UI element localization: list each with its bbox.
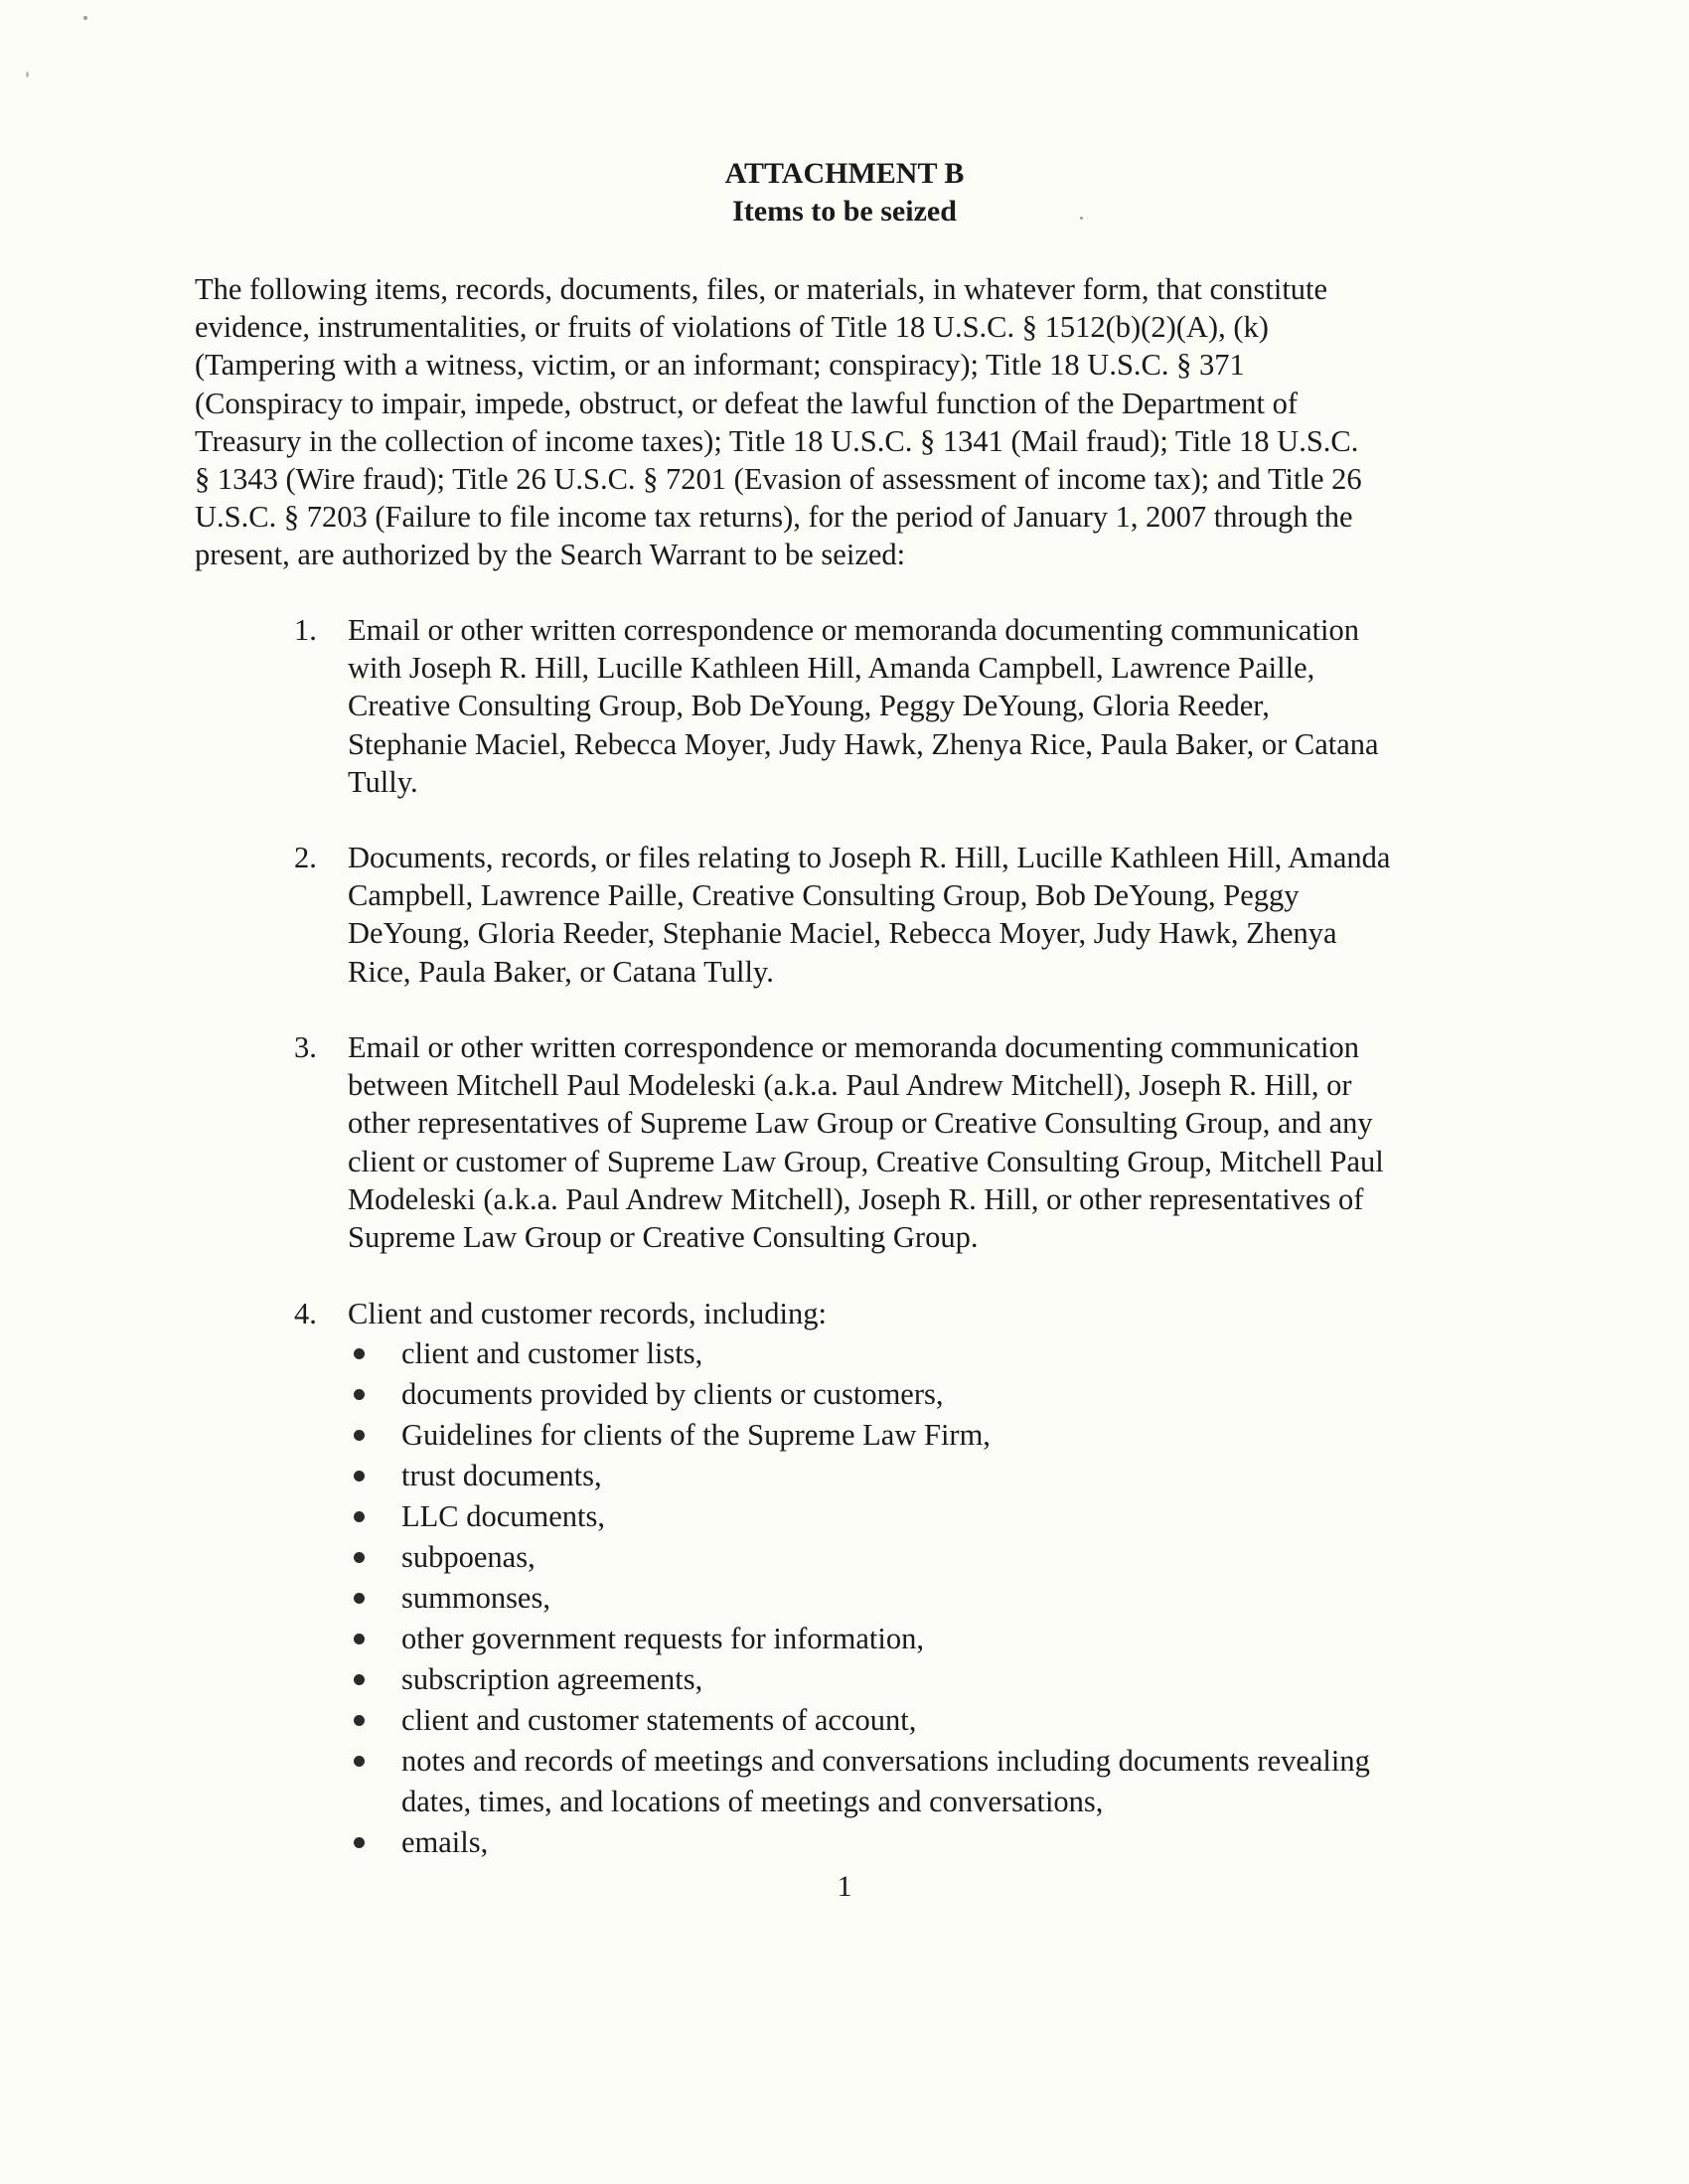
bullet-icon (354, 1511, 365, 1522)
intro-line: The following items, records, documents, files, or materials, in whatever form, that constitute (195, 272, 1328, 306)
scan-artifact (26, 72, 29, 78)
bullet-text: client and customer lists, (401, 1336, 703, 1370)
bullet-icon (354, 1552, 365, 1563)
intro-line: (Conspiracy to impair, impede, obstruct, or defeat the lawful function of the Department of (195, 386, 1298, 420)
bullet-icon (354, 1471, 365, 1482)
bullet-item (348, 1578, 1370, 1619)
item-line: Rice, Paula Baker, or Catana Tully. (348, 954, 774, 989)
item-text (348, 611, 1540, 801)
scan-artifact (83, 16, 87, 20)
item-line: with Joseph R. Hill, Lucille Kathleen Hill, Amanda Campbell, Lawrence Paille, (348, 651, 1315, 686)
item-number: 3. (294, 1030, 317, 1064)
bullet-item (348, 1741, 1370, 1822)
intro-line: (Tampering with a witness, victim, or an informant; conspiracy); Title 18 U.S.C. § 371 (195, 348, 1245, 383)
item-line: Email or other written correspondence or memoranda documenting communication (348, 613, 1360, 647)
bullet-text: emails, (401, 1825, 489, 1859)
intro-line: Treasury in the collection of income taxes); Title 18 U.S.C. § 1341 (Mail fraud); Title 18 U.S.C. (195, 423, 1359, 458)
bullet-item (348, 1456, 1370, 1496)
intro-paragraph (195, 270, 1486, 574)
bullet-icon (354, 1593, 365, 1604)
bullet-icon (354, 1837, 365, 1848)
bullet-icon (354, 1674, 365, 1685)
bullet-item (348, 1537, 1370, 1578)
item-line: Tully. (348, 764, 418, 799)
bullet-text: client and customer statements of account, (401, 1703, 917, 1737)
bullet-text: trust documents, (401, 1459, 602, 1492)
bullet-item (348, 1333, 1370, 1374)
bullet-icon (354, 1715, 365, 1726)
bullet-text: summonses, (401, 1581, 550, 1615)
bullet-icon (354, 1348, 365, 1359)
bullet-item (348, 1496, 1370, 1537)
item-line: Email or other written correspondence or memoranda documenting communication (348, 1030, 1360, 1064)
item-line: Campbell, Lawrence Paille, Creative Consulting Group, Bob DeYoung, Peggy (348, 878, 1300, 913)
bullet-item (348, 1619, 1370, 1659)
attachment-title: ATTACHMENT B (724, 157, 965, 190)
item-number: 1. (294, 613, 317, 647)
bullet-text: LLC documents, (401, 1499, 605, 1533)
bullet-icon (354, 1756, 365, 1767)
bullet-text: subscription agreements, (401, 1662, 703, 1696)
bullet-text: Guidelines for clients of the Supreme Law Firm, (401, 1418, 991, 1452)
item-number: 2. (294, 841, 317, 874)
bullet-item (348, 1659, 1370, 1700)
item-line: Supreme Law Group or Creative Consulting Group. (348, 1220, 979, 1255)
bullet-item (348, 1415, 1370, 1456)
item-line: between Mitchell Paul Modeleski (a.k.a. Paul Andrew Mitchell), Joseph R. Hill, or (348, 1068, 1352, 1103)
intro-line: U.S.C. § 7203 (Failure to file income tax returns), for the period of January 1, 2007 through the (195, 500, 1353, 535)
bullet-text-continuation: dates, times, and locations of meetings and conversations, (401, 1785, 1104, 1818)
client-records-bullet-list (348, 1333, 1370, 1863)
item-line: other representatives of Supreme Law Group or Creative Consulting Group, and any (348, 1106, 1373, 1141)
bullet-icon (354, 1634, 365, 1644)
bullet-text: subpoenas, (401, 1540, 536, 1574)
intro-line: present, are authorized by the Search Warrant to be seized: (195, 538, 906, 572)
attachment-subtitle: Items to be seized (732, 195, 957, 228)
bullet-item (348, 1700, 1370, 1741)
document-header (0, 155, 1689, 231)
bullet-item (348, 1374, 1370, 1415)
bullet-text: notes and records of meetings and conversations including documents revealing (401, 1744, 1370, 1778)
item-line: Client and customer records, including: (348, 1297, 827, 1330)
item-line: client or customer of Supreme Law Group, Creative Consulting Group, Mitchell Paul (348, 1144, 1384, 1178)
item-text (348, 1028, 1540, 1256)
item-line: Creative Consulting Group, Bob DeYoung, Peggy DeYoung, Gloria Reeder, (348, 689, 1270, 723)
item-line: Stephanie Maciel, Rebecca Moyer, Judy Hawk, Zhenya Rice, Paula Baker, or Catana (348, 726, 1379, 761)
bullet-text: documents provided by clients or customers, (401, 1377, 944, 1411)
item-line: Documents, records, or files relating to Joseph R. Hill, Lucille Kathleen Hill, Amanda (348, 841, 1391, 874)
bullet-item (348, 1822, 1370, 1863)
bullet-text: other government requests for information, (401, 1622, 924, 1655)
intro-line: evidence, instrumentalities, or fruits of violations of Title 18 U.S.C. § 1512(b)(2)(A), (k) (195, 310, 1269, 345)
item-text (348, 839, 1540, 991)
page-number: 1 (837, 1870, 852, 1903)
item-text (348, 1295, 1540, 1332)
item-line: Modeleski (a.k.a. Paul Andrew Mitchell), Joseph R. Hill, or other representatives of (348, 1181, 1364, 1216)
intro-line: § 1343 (Wire fraud); Title 26 U.S.C. § 7201 (Evasion of assessment of income tax); and Title 26 (195, 462, 1362, 497)
bullet-icon (354, 1389, 365, 1400)
item-number: 4. (294, 1297, 317, 1330)
item-line: DeYoung, Gloria Reeder, Stephanie Maciel, Rebecca Moyer, Judy Hawk, Zhenya (348, 916, 1337, 951)
bullet-icon (354, 1430, 365, 1441)
